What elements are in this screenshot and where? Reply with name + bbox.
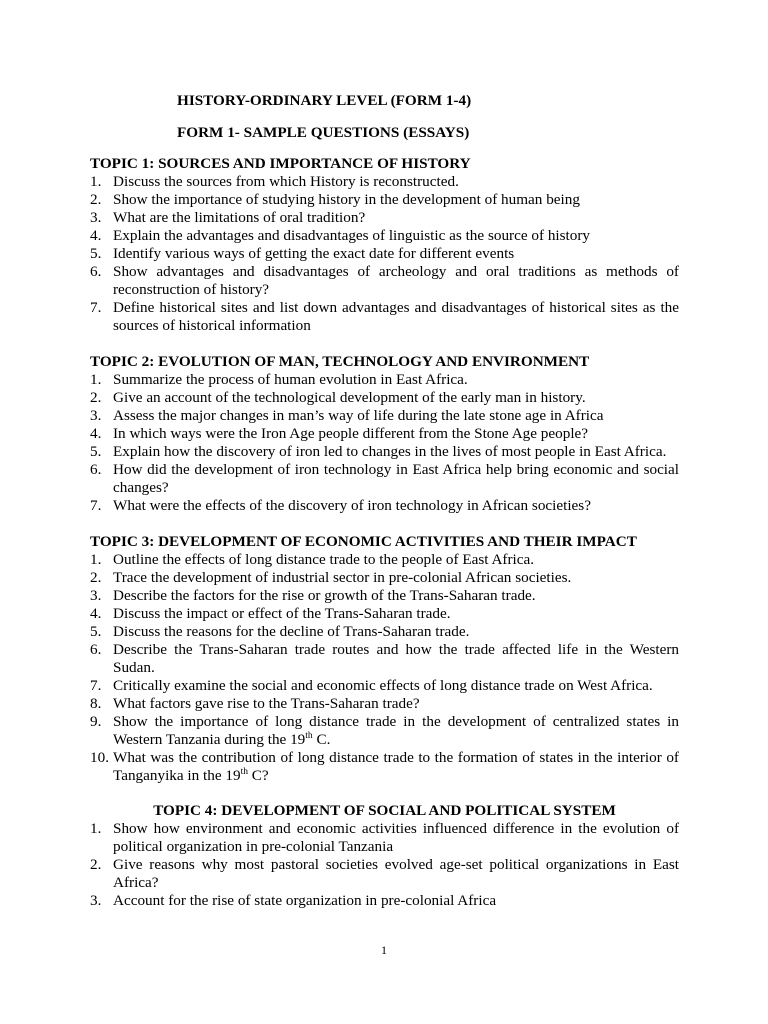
question-number: 1. bbox=[90, 371, 102, 388]
topic-4-section bbox=[90, 802, 679, 910]
question-text: Give reasons why most pastoral societies evolved age-set political organizations in East Africa? bbox=[113, 856, 679, 891]
document-title: HISTORY-ORDINARY LEVEL (FORM 1-4) bbox=[177, 92, 472, 109]
question-text: Show advantages and disadvantages of archeology and oral traditions as methods of reconstruction of history? bbox=[113, 263, 679, 298]
question-item bbox=[90, 299, 679, 335]
question-number: 1. bbox=[90, 820, 102, 837]
document-subtitle: FORM 1- SAMPLE QUESTIONS (ESSAYS) bbox=[177, 124, 470, 141]
question-item bbox=[90, 856, 679, 892]
question-text: Explain the advantages and disadvantages of linguistic as the source of history bbox=[113, 227, 591, 244]
question-number: 2. bbox=[90, 191, 102, 208]
question-text-part: C. bbox=[312, 731, 331, 748]
question-item bbox=[90, 497, 679, 515]
question-text: Identify various ways of getting the exact date for different events bbox=[113, 245, 515, 262]
question-text: What are the limitations of oral tradition? bbox=[113, 209, 366, 226]
question-item bbox=[90, 695, 679, 713]
question-text: Outline the effects of long distance trade to the people of East Africa. bbox=[113, 551, 535, 568]
topic-1-section bbox=[90, 155, 679, 335]
question-item bbox=[90, 713, 679, 749]
topic-3-section bbox=[90, 533, 679, 785]
question-text: Discuss the reasons for the decline of Trans-Saharan trade. bbox=[113, 623, 470, 640]
question-text: Trace the development of industrial sector in pre-colonial African societies. bbox=[113, 569, 572, 586]
question-number: 2. bbox=[90, 856, 102, 873]
question-number: 4. bbox=[90, 425, 102, 442]
question-text: Show the importance of studying history in the development of human being bbox=[113, 191, 580, 208]
question-item bbox=[90, 191, 679, 209]
question-item bbox=[90, 892, 679, 910]
question-number: 4. bbox=[90, 605, 102, 622]
question-item bbox=[90, 263, 679, 299]
question-text-part: What was the contribution of long distance trade to the formation of states in the interior of Tanganyika in the 19 bbox=[113, 749, 679, 784]
superscript-ordinal: th bbox=[240, 766, 248, 777]
question-item bbox=[90, 623, 679, 641]
question-text: Define historical sites and list down advantages and disadvantages of historical sites as the sources of historical information bbox=[113, 299, 679, 334]
question-text: What were the effects of the discovery of iron technology in African societies? bbox=[113, 497, 591, 514]
question-number: 6. bbox=[90, 263, 102, 280]
topic-heading: TOPIC 1: SOURCES AND IMPORTANCE OF HISTORY bbox=[90, 155, 471, 172]
question-text: Discuss the sources from which History is reconstructed. bbox=[113, 173, 459, 190]
question-text: Explain how the discovery of iron led to changes in the lives of most people in East Africa. bbox=[113, 443, 667, 460]
question-number: 7. bbox=[90, 497, 102, 514]
question-list bbox=[90, 551, 679, 785]
question-number: 5. bbox=[90, 443, 102, 460]
question-text-part: Show the importance of long distance trade in the development of centralized states in Western Tanzania during the 19 bbox=[113, 713, 679, 748]
question-text: Critically examine the social and economic effects of long distance trade on West Africa. bbox=[113, 677, 653, 694]
question-text: In which ways were the Iron Age people different from the Stone Age people? bbox=[113, 425, 589, 442]
question-item bbox=[90, 605, 679, 623]
topic-heading: TOPIC 2: EVOLUTION OF MAN, TECHNOLOGY AND ENVIRONMENT bbox=[90, 353, 590, 370]
question-text: Assess the major changes in man’s way of life during the late stone age in Africa bbox=[113, 407, 604, 424]
question-number: 2. bbox=[90, 389, 102, 406]
question-text-part: C? bbox=[247, 767, 269, 784]
topic-2-section bbox=[90, 353, 679, 515]
question-number: 7. bbox=[90, 299, 102, 316]
question-number: 3. bbox=[90, 892, 102, 909]
question-item bbox=[90, 820, 679, 856]
question-item bbox=[90, 209, 679, 227]
question-item bbox=[90, 173, 679, 191]
question-number: 1. bbox=[90, 173, 102, 190]
question-number: 3. bbox=[90, 209, 102, 226]
question-item bbox=[90, 407, 679, 425]
question-text bbox=[113, 749, 679, 785]
question-list bbox=[90, 173, 679, 335]
question-number: 5. bbox=[90, 245, 102, 262]
question-text: Account for the rise of state organization in pre-colonial Africa bbox=[113, 892, 497, 909]
question-text bbox=[113, 713, 679, 749]
question-item bbox=[90, 641, 679, 677]
question-item bbox=[90, 425, 679, 443]
question-list bbox=[90, 371, 679, 515]
question-text: Describe the factors for the rise or growth of the Trans-Saharan trade. bbox=[113, 587, 536, 604]
question-item bbox=[90, 569, 679, 587]
question-number: 3. bbox=[90, 407, 102, 424]
question-number: 6. bbox=[90, 641, 102, 658]
question-item bbox=[90, 551, 679, 569]
question-text: Discuss the impact or effect of the Trans-Saharan trade. bbox=[113, 605, 451, 622]
question-number: 10. bbox=[90, 749, 109, 766]
question-number: 5. bbox=[90, 623, 102, 640]
question-item bbox=[90, 587, 679, 605]
question-item bbox=[90, 677, 679, 695]
page-number: 1 bbox=[381, 943, 387, 957]
question-item bbox=[90, 461, 679, 497]
question-item bbox=[90, 227, 679, 245]
question-number: 2. bbox=[90, 569, 102, 586]
question-number: 3. bbox=[90, 587, 102, 604]
question-item bbox=[90, 443, 679, 461]
question-number: 9. bbox=[90, 713, 102, 730]
question-item bbox=[90, 371, 679, 389]
question-item bbox=[90, 245, 679, 263]
question-text: What factors gave rise to the Trans-Saharan trade? bbox=[113, 695, 420, 712]
question-item bbox=[90, 749, 679, 785]
question-number: 6. bbox=[90, 461, 102, 478]
question-number: 1. bbox=[90, 551, 102, 568]
question-number: 8. bbox=[90, 695, 102, 712]
question-text: Give an account of the technological development of the early man in history. bbox=[113, 389, 586, 406]
topic-heading: TOPIC 3: DEVELOPMENT OF ECONOMIC ACTIVITIES AND THEIR IMPACT bbox=[90, 533, 637, 550]
superscript-ordinal: th bbox=[305, 730, 313, 741]
question-text: How did the development of iron technology in East Africa help bring economic and social changes? bbox=[113, 461, 679, 496]
question-list bbox=[90, 820, 679, 910]
topic-heading: TOPIC 4: DEVELOPMENT OF SOCIAL AND POLITICAL SYSTEM bbox=[153, 802, 616, 819]
question-text: Summarize the process of human evolution in East Africa. bbox=[113, 371, 468, 388]
question-text: Describe the Trans-Saharan trade routes and how the trade affected life in the Western Sudan. bbox=[113, 641, 679, 676]
question-number: 7. bbox=[90, 677, 102, 694]
question-item bbox=[90, 389, 679, 407]
question-text: Show how environment and economic activities influenced difference in the evolution of political organization in pre-colonial Tanzania bbox=[113, 820, 679, 855]
question-number: 4. bbox=[90, 227, 102, 244]
